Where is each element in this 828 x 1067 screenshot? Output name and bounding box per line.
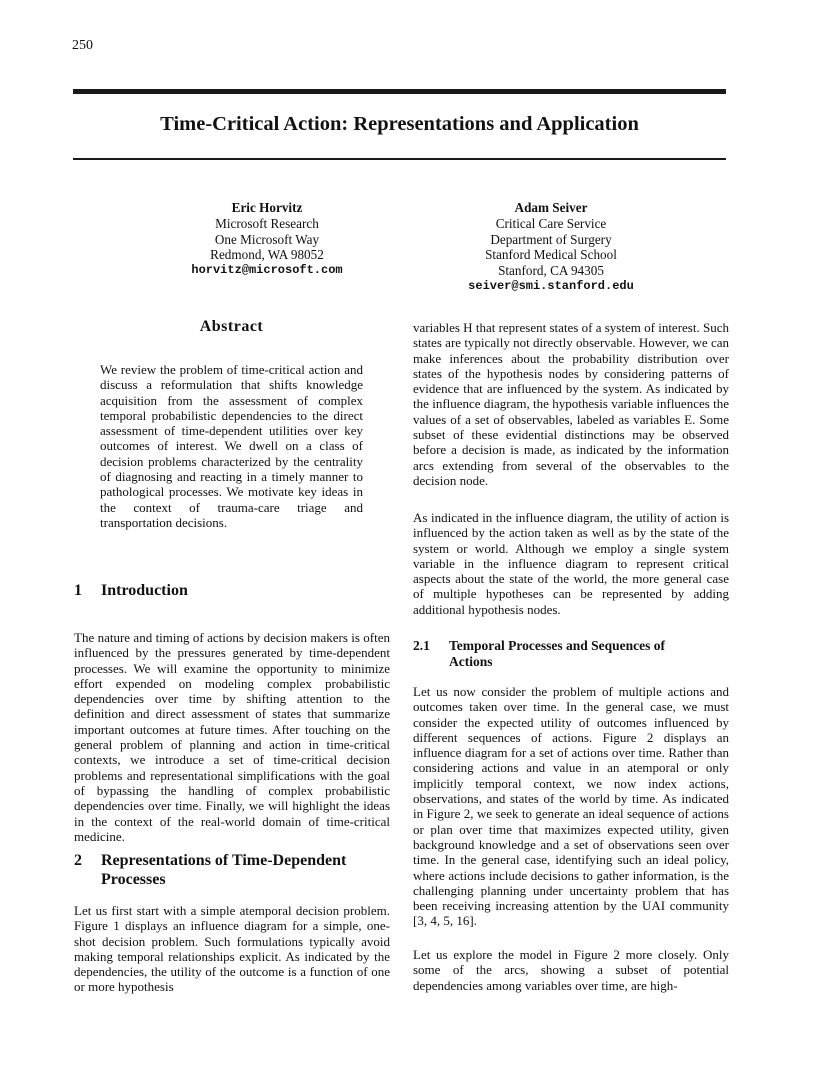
paragraph: variables H that represent states of a system of interest. Such states are typically not directly observable. However, we can make inferences about the probability distribution over states of the hypothesis nodes by considering patterns of evidence that are influenced by the system. As indicated by the influence diagram, the hypothesis variable influences the values of a set of observables, labeled as variables E. Some subset of these evidential distinctions may be observed before a decision is made, as indicated by the information arcs extending from several of the observables to the decision node. bbox=[413, 320, 729, 488]
author-email: horvitz@microsoft.com bbox=[191, 263, 343, 278]
section-body: The nature and timing of actions by decision makers is often influenced by the pressures generated by time-dependent processes. We will examine the opportunity to minimize effort expended on modeling complex probabilistic dependencies over time by shifting attention to the definition and direct assessment of states that summarize important outcomes at future times. After touching on the general problem of planning and action in time-critical contexts, we introduce a set of time-critical decision problems and representational simplifications with the goal of bypassing the handling of complex probabilistic dependencies over time. Finally, we will highlight the ideas in the context of the real-world domain of time-critical medicine. bbox=[74, 630, 390, 844]
section-title: Representations of Time-Dependent bbox=[101, 852, 347, 869]
title-rule-bottom bbox=[73, 158, 726, 160]
author-block bbox=[175, 200, 359, 279]
paragraph: As indicated in the influence diagram, the utility of action is influenced by the action taken as well as by the state of the system or world. Although we employ a single system variable in the influence diagram to represent critical aspects about the state of the world, the more general case of multiple hypotheses can be represented by adding additional hypothesis nodes. bbox=[413, 510, 729, 617]
paper-title: Time-Critical Action: Representations and Application bbox=[160, 113, 639, 135]
page-number: 250 bbox=[72, 38, 93, 53]
subsection-heading bbox=[413, 638, 729, 670]
author-affiliation: Stanford Medical School bbox=[485, 247, 617, 263]
author-address: Stanford, CA 94305 bbox=[498, 263, 604, 279]
abstract-body: We review the problem of time-critical action and discuss a reformulation that shifts knowledge acquisition from the assessment of complex temporal probabilistic dependencies to the direct assessment of time-dependent utilities over key outcomes of interest. We dwell on a class of decision problems characterized by the centrality of diagnosing and reacting in a timely manner to pathological processes. We motivate key ideas in the context of trauma-care triage and transportation decisions. bbox=[100, 362, 363, 530]
subsection-title-cont: Actions bbox=[449, 654, 493, 669]
author-address: Redmond, WA 98052 bbox=[210, 247, 324, 263]
paragraph: Let us explore the model in Figure 2 more closely. Only some of the arcs, showing a subset of potential dependencies among variables over time, are high- bbox=[413, 947, 729, 993]
author-email: seiver@smi.stanford.edu bbox=[468, 278, 634, 293]
abstract-heading: Abstract bbox=[199, 318, 264, 335]
author-address: One Microsoft Way bbox=[214, 231, 320, 247]
section-heading bbox=[74, 851, 404, 889]
subsection-title: Temporal Processes and Sequences of bbox=[449, 638, 665, 653]
paragraph: Let us now consider the problem of multiple actions and outcomes taken over time. In the general case, we must consider the expected utility of outcomes influenced by different sequences of actions. Figure 2 displays an influence diagram for a set of actions over time. Rather than considering actions and value in an atemporal or only implicitly temporal context, we now index actions, observations, and states of the world by time. As indicated in Figure 2, we seek to generate an ideal sequence of actions or plan over time that maximizes expected utility, given background knowledge and a set of observations seen over time. In the general case, identifying such an ideal policy, where actions include decisions to gather information, is the challenging planning under uncertainty problem that has been receiving increasing attention by the UAI community [3, 4, 5, 16]. bbox=[413, 684, 729, 929]
author-affiliation: Critical Care Service bbox=[495, 215, 607, 231]
author-block bbox=[438, 200, 664, 295]
section-body: Let us first start with a simple atemporal decision problem. Figure 1 displays an influence diagram for a simple, one-shot decision problem. Such formulations typically avoid making temporal relationships explicit. As indicated by the dependencies, the utility of the outcome is a function of one or more hypothesis bbox=[74, 903, 390, 995]
author-affiliation: Microsoft Research bbox=[215, 215, 319, 231]
section-title: Introduction bbox=[101, 582, 188, 599]
section-number: 1 bbox=[74, 582, 82, 599]
section-heading bbox=[74, 581, 188, 600]
author-name: Eric Horvitz bbox=[231, 200, 303, 215]
author-affiliation: Department of Surgery bbox=[490, 231, 612, 247]
subsection-number: 2.1 bbox=[413, 638, 430, 653]
section-title-cont: Processes bbox=[101, 871, 166, 888]
title-rule-top bbox=[73, 89, 726, 94]
section-number: 2 bbox=[74, 852, 82, 869]
author-name: Adam Seiver bbox=[514, 200, 588, 215]
